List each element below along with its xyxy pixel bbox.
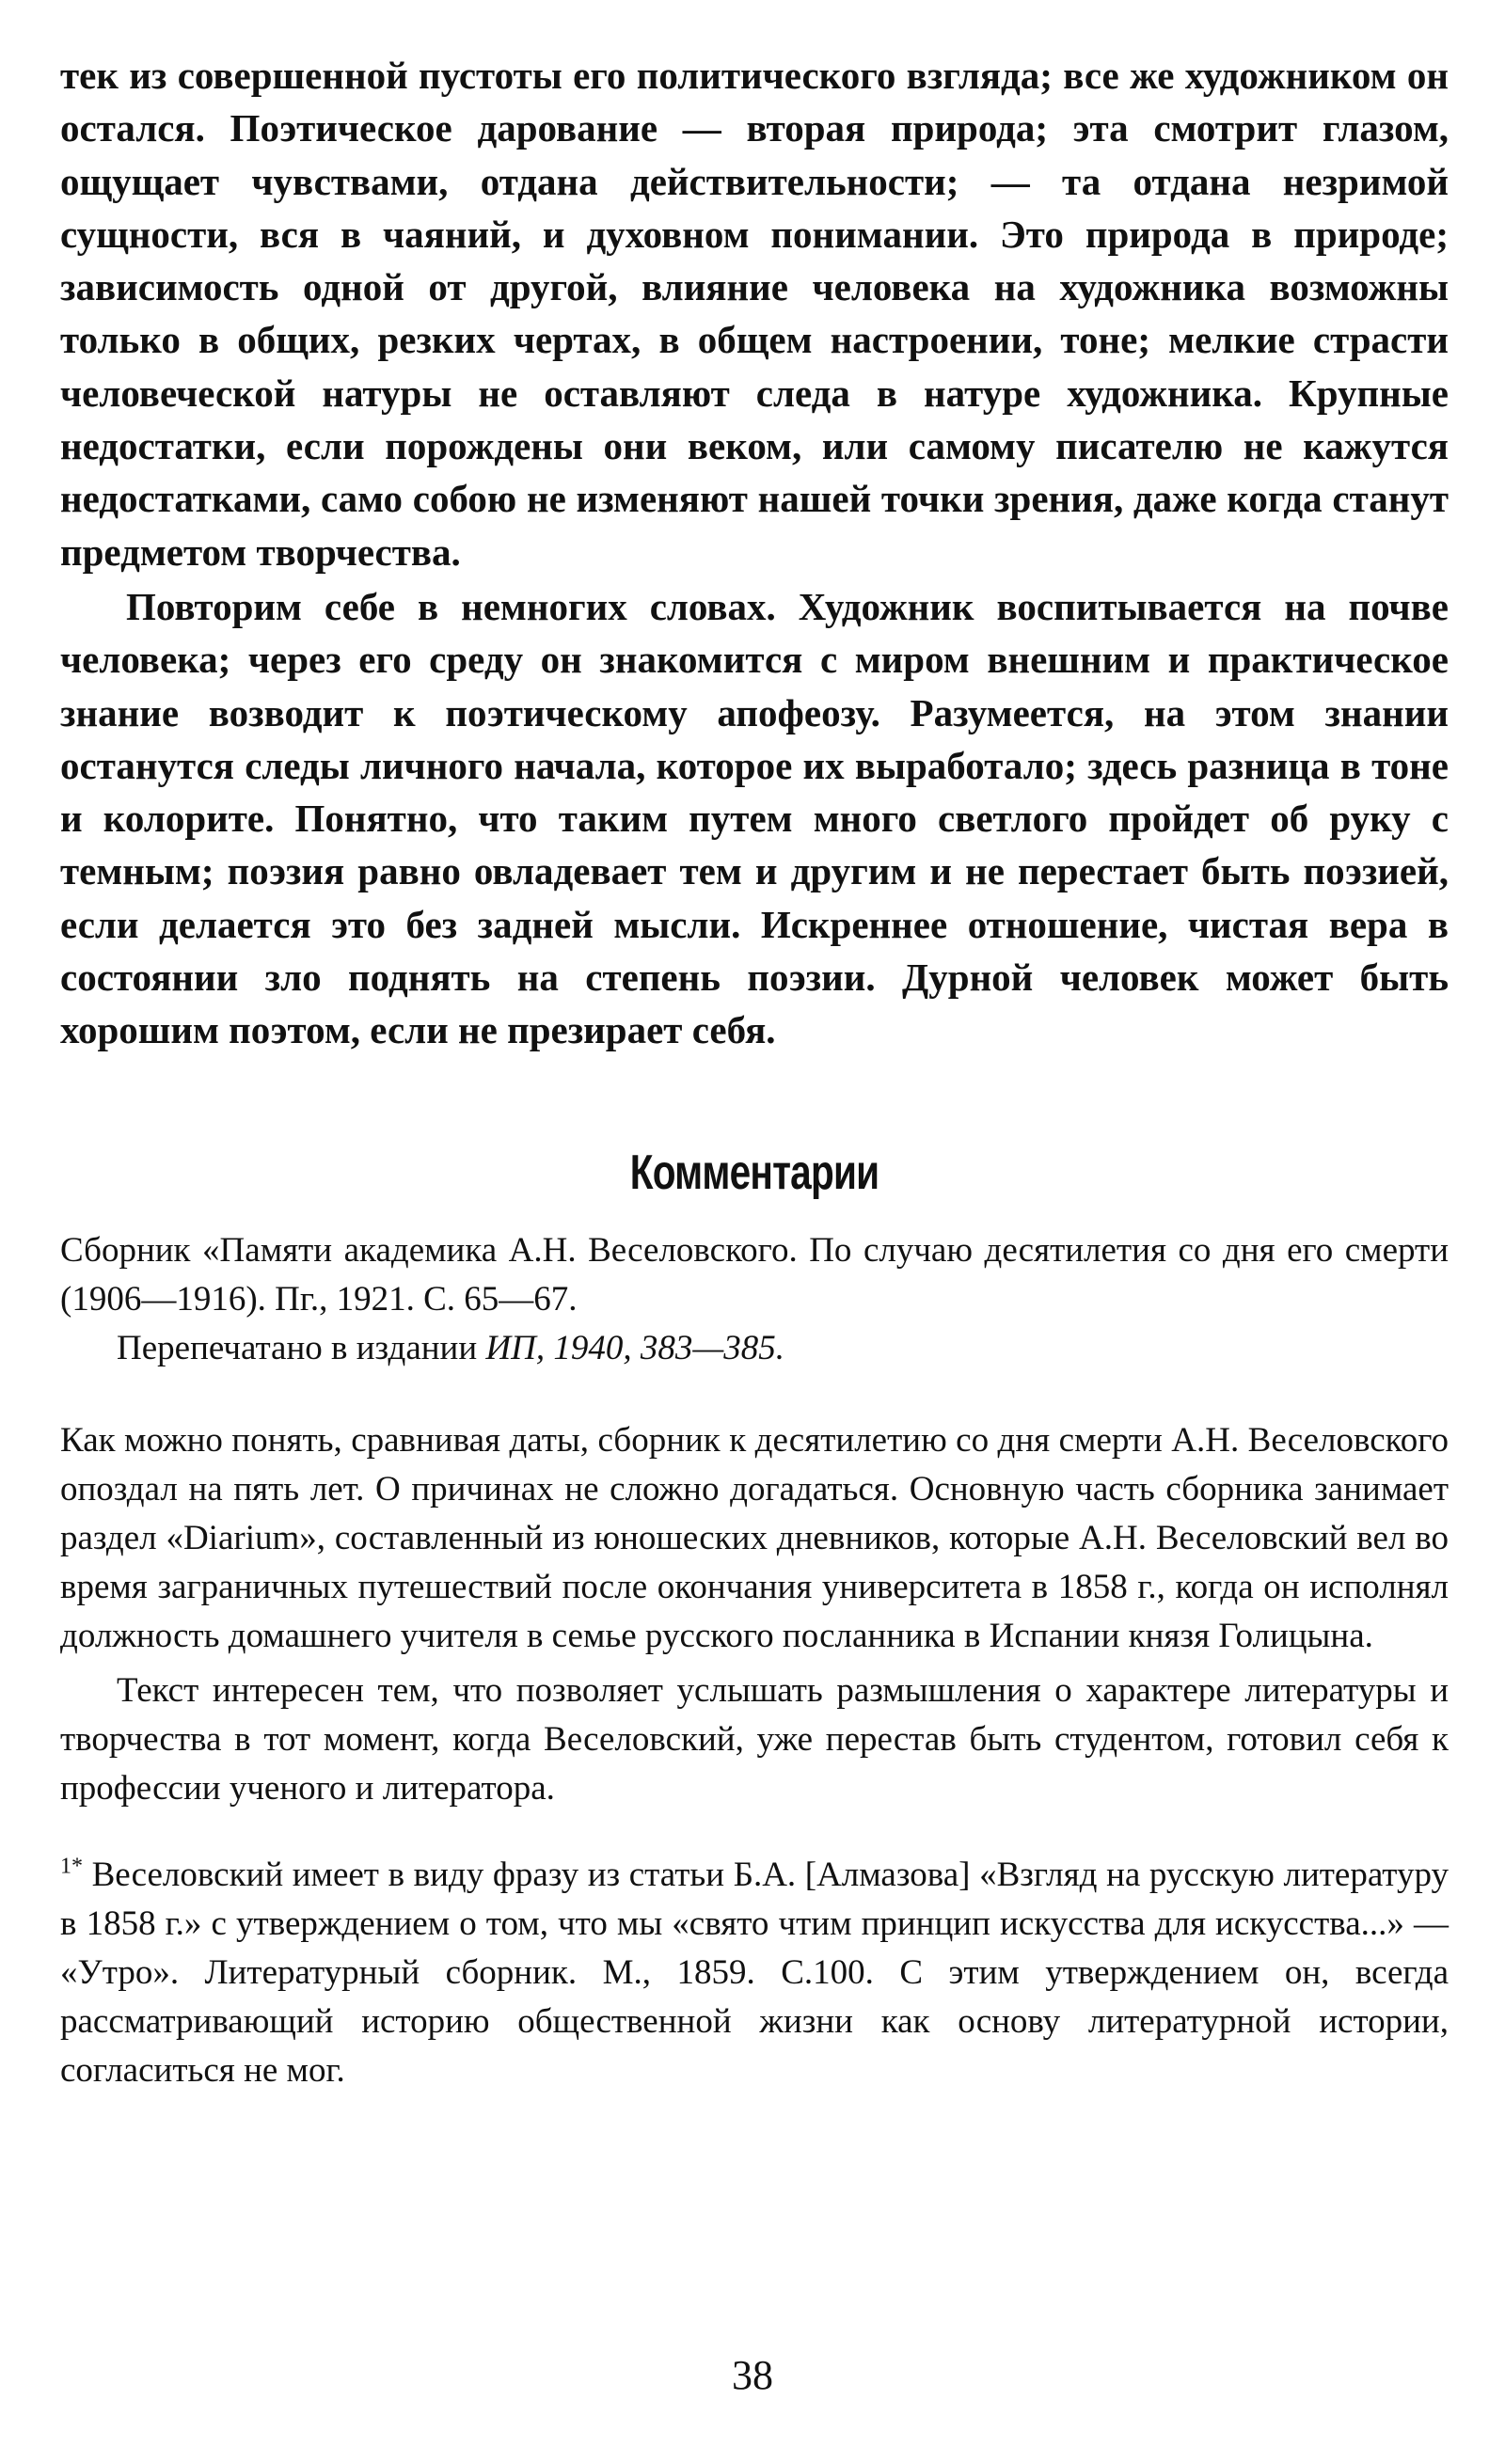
reprint-prefix: Перепечатано в издании — [117, 1328, 486, 1367]
main-paragraph: тек из совершенной пустоты его политического взгляда; все же художником он остался. Поэтическое дарование — вторая природа; эта смотрит глазом, ощущает чувствами, отдана действительности; — та отдана незримой сущности, вся в чаяний, и духовном понимании. Это природа в природе; зависимость одной от другой, влияние человека на художника возможны только в общих, резких чертах, в общем настроении, тоне; мелкие страсти человеческой натуры не оставляют следа в натуре художника. Крупные недостатки, если порождены они веком, или самому писателю не кажутся недостатками, само собою не изменяют нашей точки зрения, даже когда станут предметом творчества. — [60, 54, 1449, 574]
footnote — [60, 1851, 1449, 2095]
footnote-paragraph — [60, 1851, 1449, 2095]
commentary-paragraph: Как можно понять, сравнивая даты, сборник к десятилетию со дня смерти А.Н. Веселовского опоздал на пять лет. О причинах не сложно догадаться. Основную часть сборника занимает раздел «Diarium», составленный из юношеских дневников, которые А.Н. Веселовский вел во время заграничных путешествий после окончания университета в 1858 г., когда он исполнял должность домашнего учителя в семье русского посланника в Испании князя Голицына. — [60, 1420, 1449, 1655]
commentary — [60, 1416, 1449, 1813]
commentary-paragraph: Текст интересен тем, что позволяет услышать размышления о характере литературы и творчества в тот момент, когда Веселовский, уже перестав быть студентом, готовил себя к профессии ученого и литератора. — [60, 1670, 1449, 1808]
main-paragraph: Повторим себе в немногих словах. Художник воспитывается на почве человека; через его среду он знакомится с миром внешним и практическое знание возводит к поэтическому апофеозу. Разумеется, на этом знании останутся следы личного начала, которое их выработало; здесь разница в тоне и колорите. Понятно, что таким путем много светлого пройдет об руку с темным; поэзия равно овладевает тем и другим и не перестает быть поэзией, если делается это без задней мысли. Искреннее отношение, чистая вера в состоянии зло поднять на степень поэзии. Дурной человек может быть хорошим поэтом, если не презирает себя. — [60, 584, 1449, 1052]
source-line: Сборник «Памяти академика А.Н. Веселовского. По случаю десятилетия со дня его смерти (1906—1916). Пг., 1921. С. 65—67. — [60, 1230, 1449, 1319]
reprint-line — [60, 1324, 1449, 1373]
reprint-reference: ИП, 1940, 383—385. — [485, 1328, 784, 1367]
footnote-mark: 1* — [60, 1854, 83, 1879]
source-citation — [60, 1226, 1449, 1373]
main-text — [60, 49, 1449, 1057]
footnote-text: Веселовский имеет в виду фразу из статьи Б.А. [Алмазова] «Взгляд на русскую литературу в 1858 г.» с утверждением о том, что мы «свято чтим принцип искусства для искусства...» — «Утро». Литературный сборник. М., 1859. С.100. С этим утверждением он, всегда рассматривающий историю общественной жизни как основу литературной истории, согласиться не мог. — [60, 1855, 1449, 2090]
page-number: 38 — [732, 2352, 773, 2398]
comments-heading: Комментарии — [629, 1145, 879, 1200]
